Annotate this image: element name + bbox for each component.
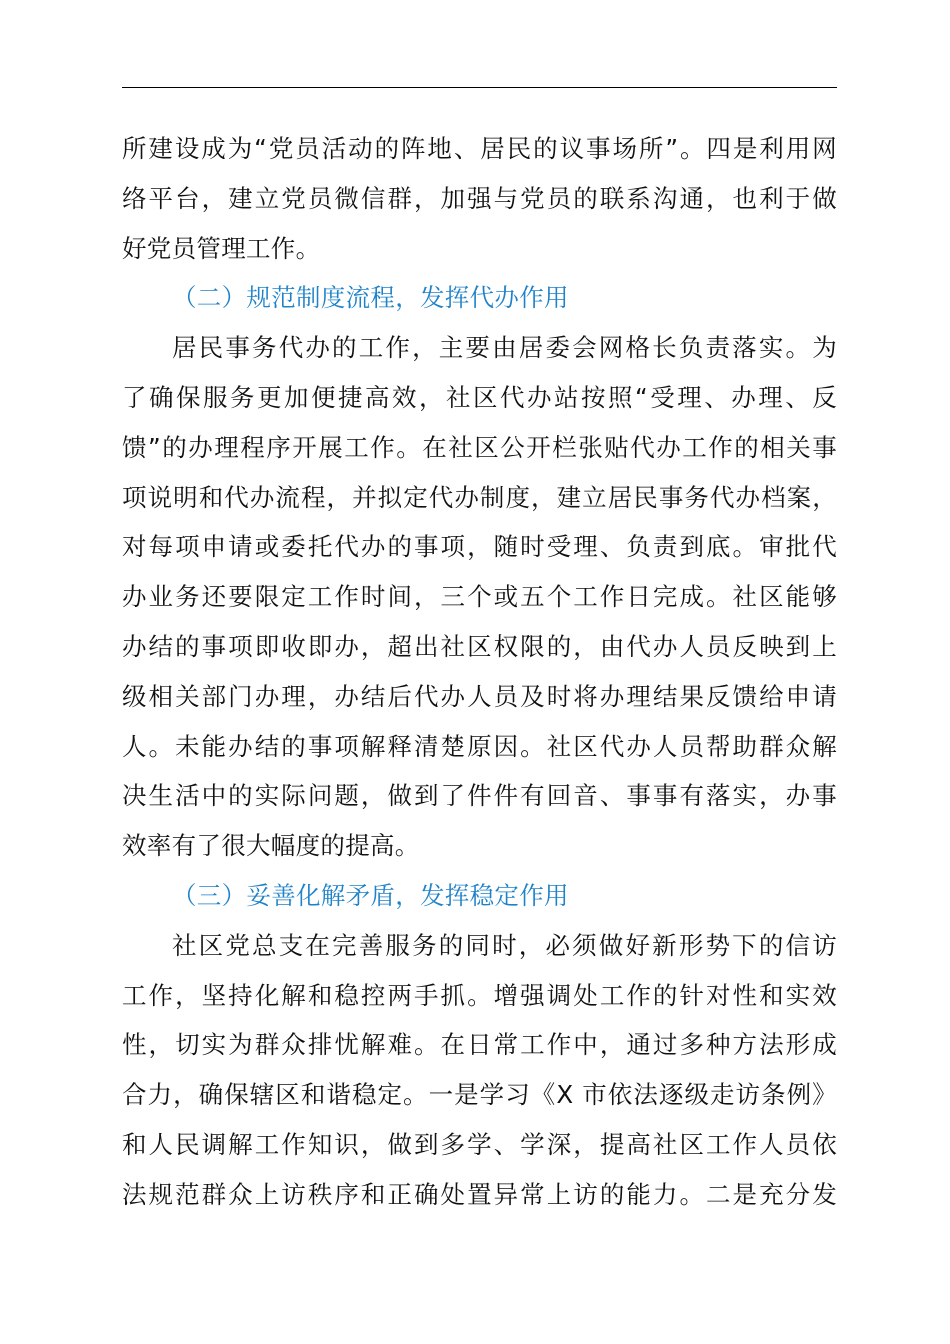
body-line: 合力，确保辖区和谐稳定。一是学习《X 市依法逐级走访条例》	[122, 1080, 837, 1110]
section-heading: （二）规范制度流程，发挥代办作用	[172, 283, 569, 313]
body-line: 居民事务代办的工作，主要由居委会网格长负责落实。为	[172, 333, 837, 363]
body-line: 性，切实为群众排忧解难。在日常工作中，通过多种方法形成	[122, 1030, 837, 1060]
body-line: 社区党总支在完善服务的同时，必须做好新形势下的信访	[172, 930, 837, 960]
body-line: 工作，坚持化解和稳控两手抓。增强调处工作的针对性和实效	[122, 980, 837, 1010]
body-line: 效率有了很大幅度的提高。	[122, 831, 420, 861]
body-line: 了确保服务更加便捷高效，社区代办站按照“受理、办理、反	[122, 382, 837, 412]
section-heading: （三）妥善化解矛盾，发挥稳定作用	[172, 880, 569, 910]
body-line: 决生活中的实际问题，做到了件件有回音、事事有落实，办事	[122, 781, 837, 811]
body-line: 级相关部门办理，办结后代办人员及时将办理结果反馈给申请	[122, 681, 837, 711]
body-line: 人。未能办结的事项解释清楚原因。社区代办人员帮助群众解	[122, 731, 837, 761]
header-rule	[122, 87, 837, 88]
body-line: 和人民调解工作知识，做到多学、学深，提高社区工作人员依	[122, 1129, 837, 1159]
body-line: 办业务还要限定工作时间，三个或五个工作日完成。社区能够	[122, 582, 837, 612]
body-line: 好党员管理工作。	[122, 233, 321, 263]
body-line: 馈”的办理程序开展工作。在社区公开栏张贴代办工作的相关事	[122, 432, 837, 462]
body-line: 办结的事项即收即办，超出社区权限的，由代办人员反映到上	[122, 631, 837, 661]
body-line: 所建设成为“党员活动的阵地、居民的议事场所”。四是利用网	[122, 134, 837, 163]
body-line: 法规范群众上访秩序和正确处置异常上访的能力。二是充分发	[122, 1179, 837, 1209]
body-line: 项说明和代办流程，并拟定代办制度，建立居民事务代办档案，	[122, 482, 837, 512]
body-line: 对每项申请或委托代办的事项，随时受理、负责到底。审批代	[122, 532, 837, 562]
body-line: 络平台，建立党员微信群，加强与党员的联系沟通，也利于做	[122, 183, 837, 213]
document-body	[122, 124, 837, 1220]
